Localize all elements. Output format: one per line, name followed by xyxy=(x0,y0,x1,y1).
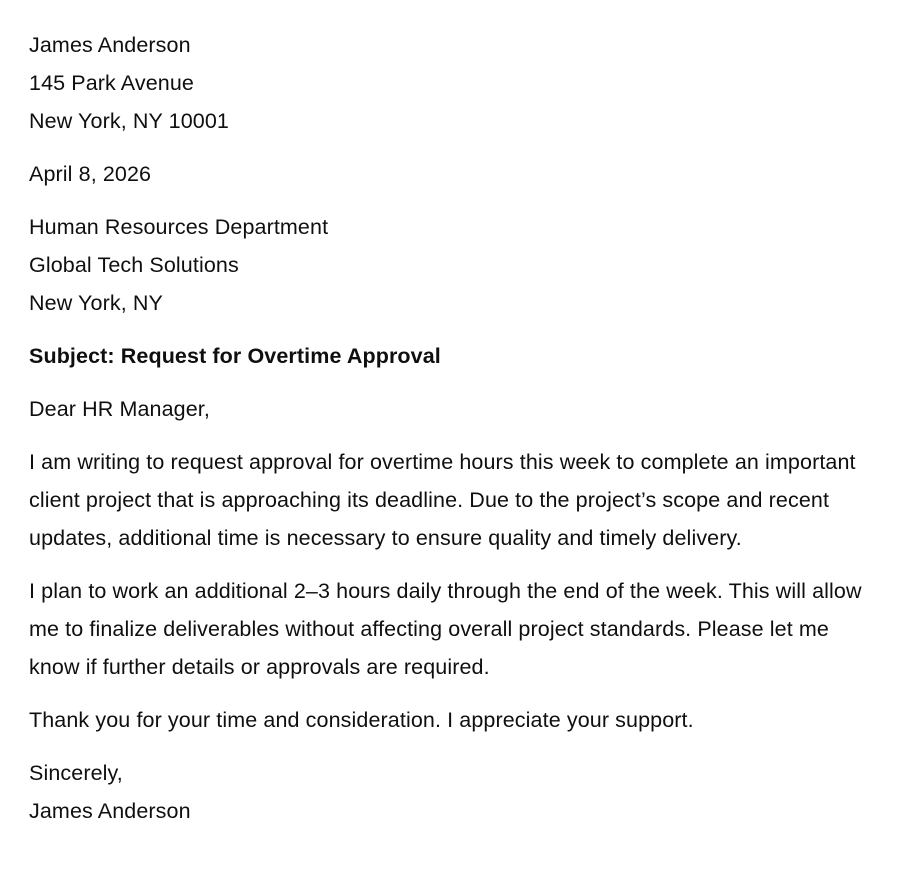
closing-block xyxy=(29,754,870,830)
valediction: Sincerely, xyxy=(29,761,123,785)
letter-date-block xyxy=(29,155,870,193)
body-paragraph-1: I am writing to request approval for overtime hours this week to complete an important client project that is approaching its deadline. Due to the project’s scope and recent updates, additional time is necessary to ensure quality and timely delivery. xyxy=(29,450,856,550)
sender-name: James Anderson xyxy=(29,33,191,57)
recipient-address-block xyxy=(29,208,870,322)
signature-name: James Anderson xyxy=(29,799,191,823)
sender-street: 145 Park Avenue xyxy=(29,71,194,95)
recipient-city-state: New York, NY xyxy=(29,291,163,315)
body-paragraph-2: I plan to work an additional 2–3 hours daily through the end of the week. This will allow me to finalize deliverables without affecting overall project standards. Please let me know if further details or approvals are required. xyxy=(29,579,862,679)
letter-date: April 8, 2026 xyxy=(29,162,152,186)
recipient-company: Global Tech Solutions xyxy=(29,253,239,277)
sender-city-state-zip: New York, NY 10001 xyxy=(29,109,229,133)
sender-address-block xyxy=(29,26,870,140)
letter-body xyxy=(29,26,870,830)
body-paragraph-3: Thank you for your time and consideration. I appreciate your support. xyxy=(29,708,694,732)
salutation: Dear HR Manager, xyxy=(29,397,210,421)
recipient-department: Human Resources Department xyxy=(29,215,329,239)
subject-line: Subject: Request for Overtime Approval xyxy=(29,344,441,368)
